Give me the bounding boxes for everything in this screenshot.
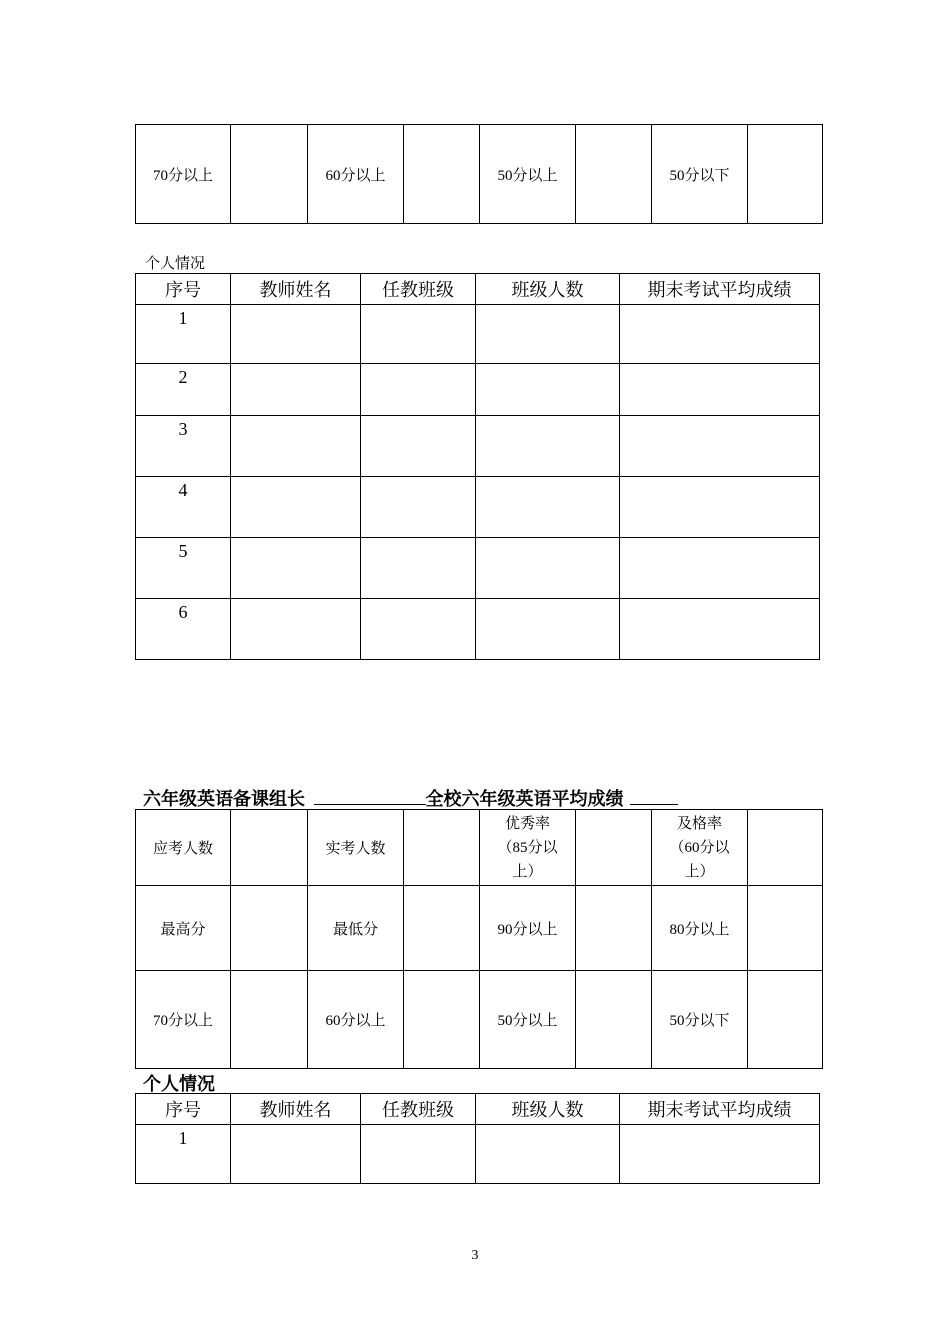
stat-value-cell — [231, 125, 308, 224]
cell — [476, 538, 620, 599]
stat-value-cell — [576, 125, 652, 224]
stat-value-cell — [404, 971, 480, 1069]
cell — [476, 1125, 620, 1184]
header-average-score: 期末考试平均成绩 — [620, 1094, 820, 1125]
cell — [231, 416, 361, 477]
stat-value-cell — [231, 886, 308, 971]
personal-section-caption: 个人情况 — [143, 1074, 215, 1094]
label-line: 上） — [512, 863, 543, 880]
header-teacher-name: 教师姓名 — [231, 274, 361, 305]
header-seq: 序号 — [136, 1094, 231, 1125]
stat-value-cell — [404, 886, 480, 971]
cell — [231, 599, 361, 660]
table-row — [136, 886, 823, 971]
pass-rate-label — [652, 810, 748, 886]
cell — [231, 1125, 361, 1184]
table-row — [136, 364, 820, 416]
cell — [231, 364, 361, 416]
cell — [361, 538, 476, 599]
header-seq: 序号 — [136, 274, 231, 305]
label-line: （60分以 — [669, 839, 730, 856]
stat-value-cell — [231, 810, 308, 886]
cell — [620, 599, 820, 660]
cell — [361, 477, 476, 538]
section-title — [143, 785, 678, 811]
cell — [476, 599, 620, 660]
table-row — [136, 538, 820, 599]
cell — [620, 364, 820, 416]
stat-label: 80分以上 — [652, 886, 748, 971]
personal-section-caption: 个人情况 — [145, 256, 206, 272]
cell — [361, 1125, 476, 1184]
row-number: 5 — [136, 538, 231, 599]
stat-value-cell — [404, 810, 480, 886]
cell — [361, 364, 476, 416]
stat-value-cell — [231, 971, 308, 1069]
table-row — [136, 599, 820, 660]
header-average-score: 期末考试平均成绩 — [620, 274, 820, 305]
header-teacher-name: 教师姓名 — [231, 1094, 361, 1125]
table-row — [136, 1125, 820, 1184]
personal-table — [135, 1093, 820, 1184]
page-number: 3 — [471, 1248, 479, 1263]
group-leader-blank — [314, 788, 426, 805]
cell — [476, 364, 620, 416]
header-class-size: 班级人数 — [476, 1094, 620, 1125]
label-line: 上） — [684, 863, 715, 880]
cell — [231, 538, 361, 599]
table-header-row — [136, 1094, 820, 1125]
table-header-row — [136, 274, 820, 305]
label-line: 及格率 — [676, 815, 722, 832]
stat-label: 50分以上 — [480, 971, 576, 1069]
row-number: 1 — [136, 305, 231, 364]
cell — [476, 477, 620, 538]
cell — [620, 416, 820, 477]
label-line: （85分以 — [497, 839, 558, 856]
school-average-blank — [630, 788, 678, 805]
row-number: 3 — [136, 416, 231, 477]
table-row — [136, 810, 823, 886]
cell — [620, 1125, 820, 1184]
cell — [361, 416, 476, 477]
stat-label: 60分以上 — [308, 971, 404, 1069]
table-row — [136, 477, 820, 538]
cell — [476, 305, 620, 364]
row-number: 2 — [136, 364, 231, 416]
stat-label: 90分以上 — [480, 886, 576, 971]
label-line: 优秀率 — [504, 815, 550, 832]
excellent-rate-label — [480, 810, 576, 886]
stat-label: 60分以上 — [308, 125, 404, 224]
stat-value-cell — [576, 810, 652, 886]
cell — [620, 305, 820, 364]
table-row — [136, 125, 823, 224]
personal-table — [135, 273, 820, 660]
stat-label: 50分以下 — [652, 125, 748, 224]
header-class: 任教班级 — [361, 274, 476, 305]
table-row — [136, 305, 820, 364]
group-leader-label: 六年级英语备课组长 — [143, 789, 305, 809]
cell — [361, 599, 476, 660]
top-stats-table — [135, 124, 823, 224]
cell — [620, 477, 820, 538]
stat-value-cell — [748, 886, 823, 971]
stat-label: 50分以上 — [480, 125, 576, 224]
stat-value-cell — [748, 810, 823, 886]
school-average-label: 全校六年级英语平均成绩 — [425, 789, 624, 809]
cell — [476, 416, 620, 477]
cell — [231, 477, 361, 538]
grade-stats-table — [135, 809, 823, 1069]
stat-label: 70分以上 — [136, 971, 231, 1069]
row-number: 6 — [136, 599, 231, 660]
stat-value-cell — [748, 971, 823, 1069]
header-class-size: 班级人数 — [476, 274, 620, 305]
stat-label: 最高分 — [136, 886, 231, 971]
stat-value-cell — [576, 886, 652, 971]
table-row — [136, 971, 823, 1069]
cell — [231, 305, 361, 364]
stat-value-cell — [748, 125, 823, 224]
row-number: 1 — [136, 1125, 231, 1184]
stat-value-cell — [576, 971, 652, 1069]
stat-label: 70分以上 — [136, 125, 231, 224]
stat-label: 50分以下 — [652, 971, 748, 1069]
stat-label: 最低分 — [308, 886, 404, 971]
row-number: 4 — [136, 477, 231, 538]
cell — [361, 305, 476, 364]
stat-label: 应考人数 — [136, 810, 231, 886]
table-row — [136, 416, 820, 477]
stat-value-cell — [404, 125, 480, 224]
cell — [620, 538, 820, 599]
header-class: 任教班级 — [361, 1094, 476, 1125]
stat-label: 实考人数 — [308, 810, 404, 886]
